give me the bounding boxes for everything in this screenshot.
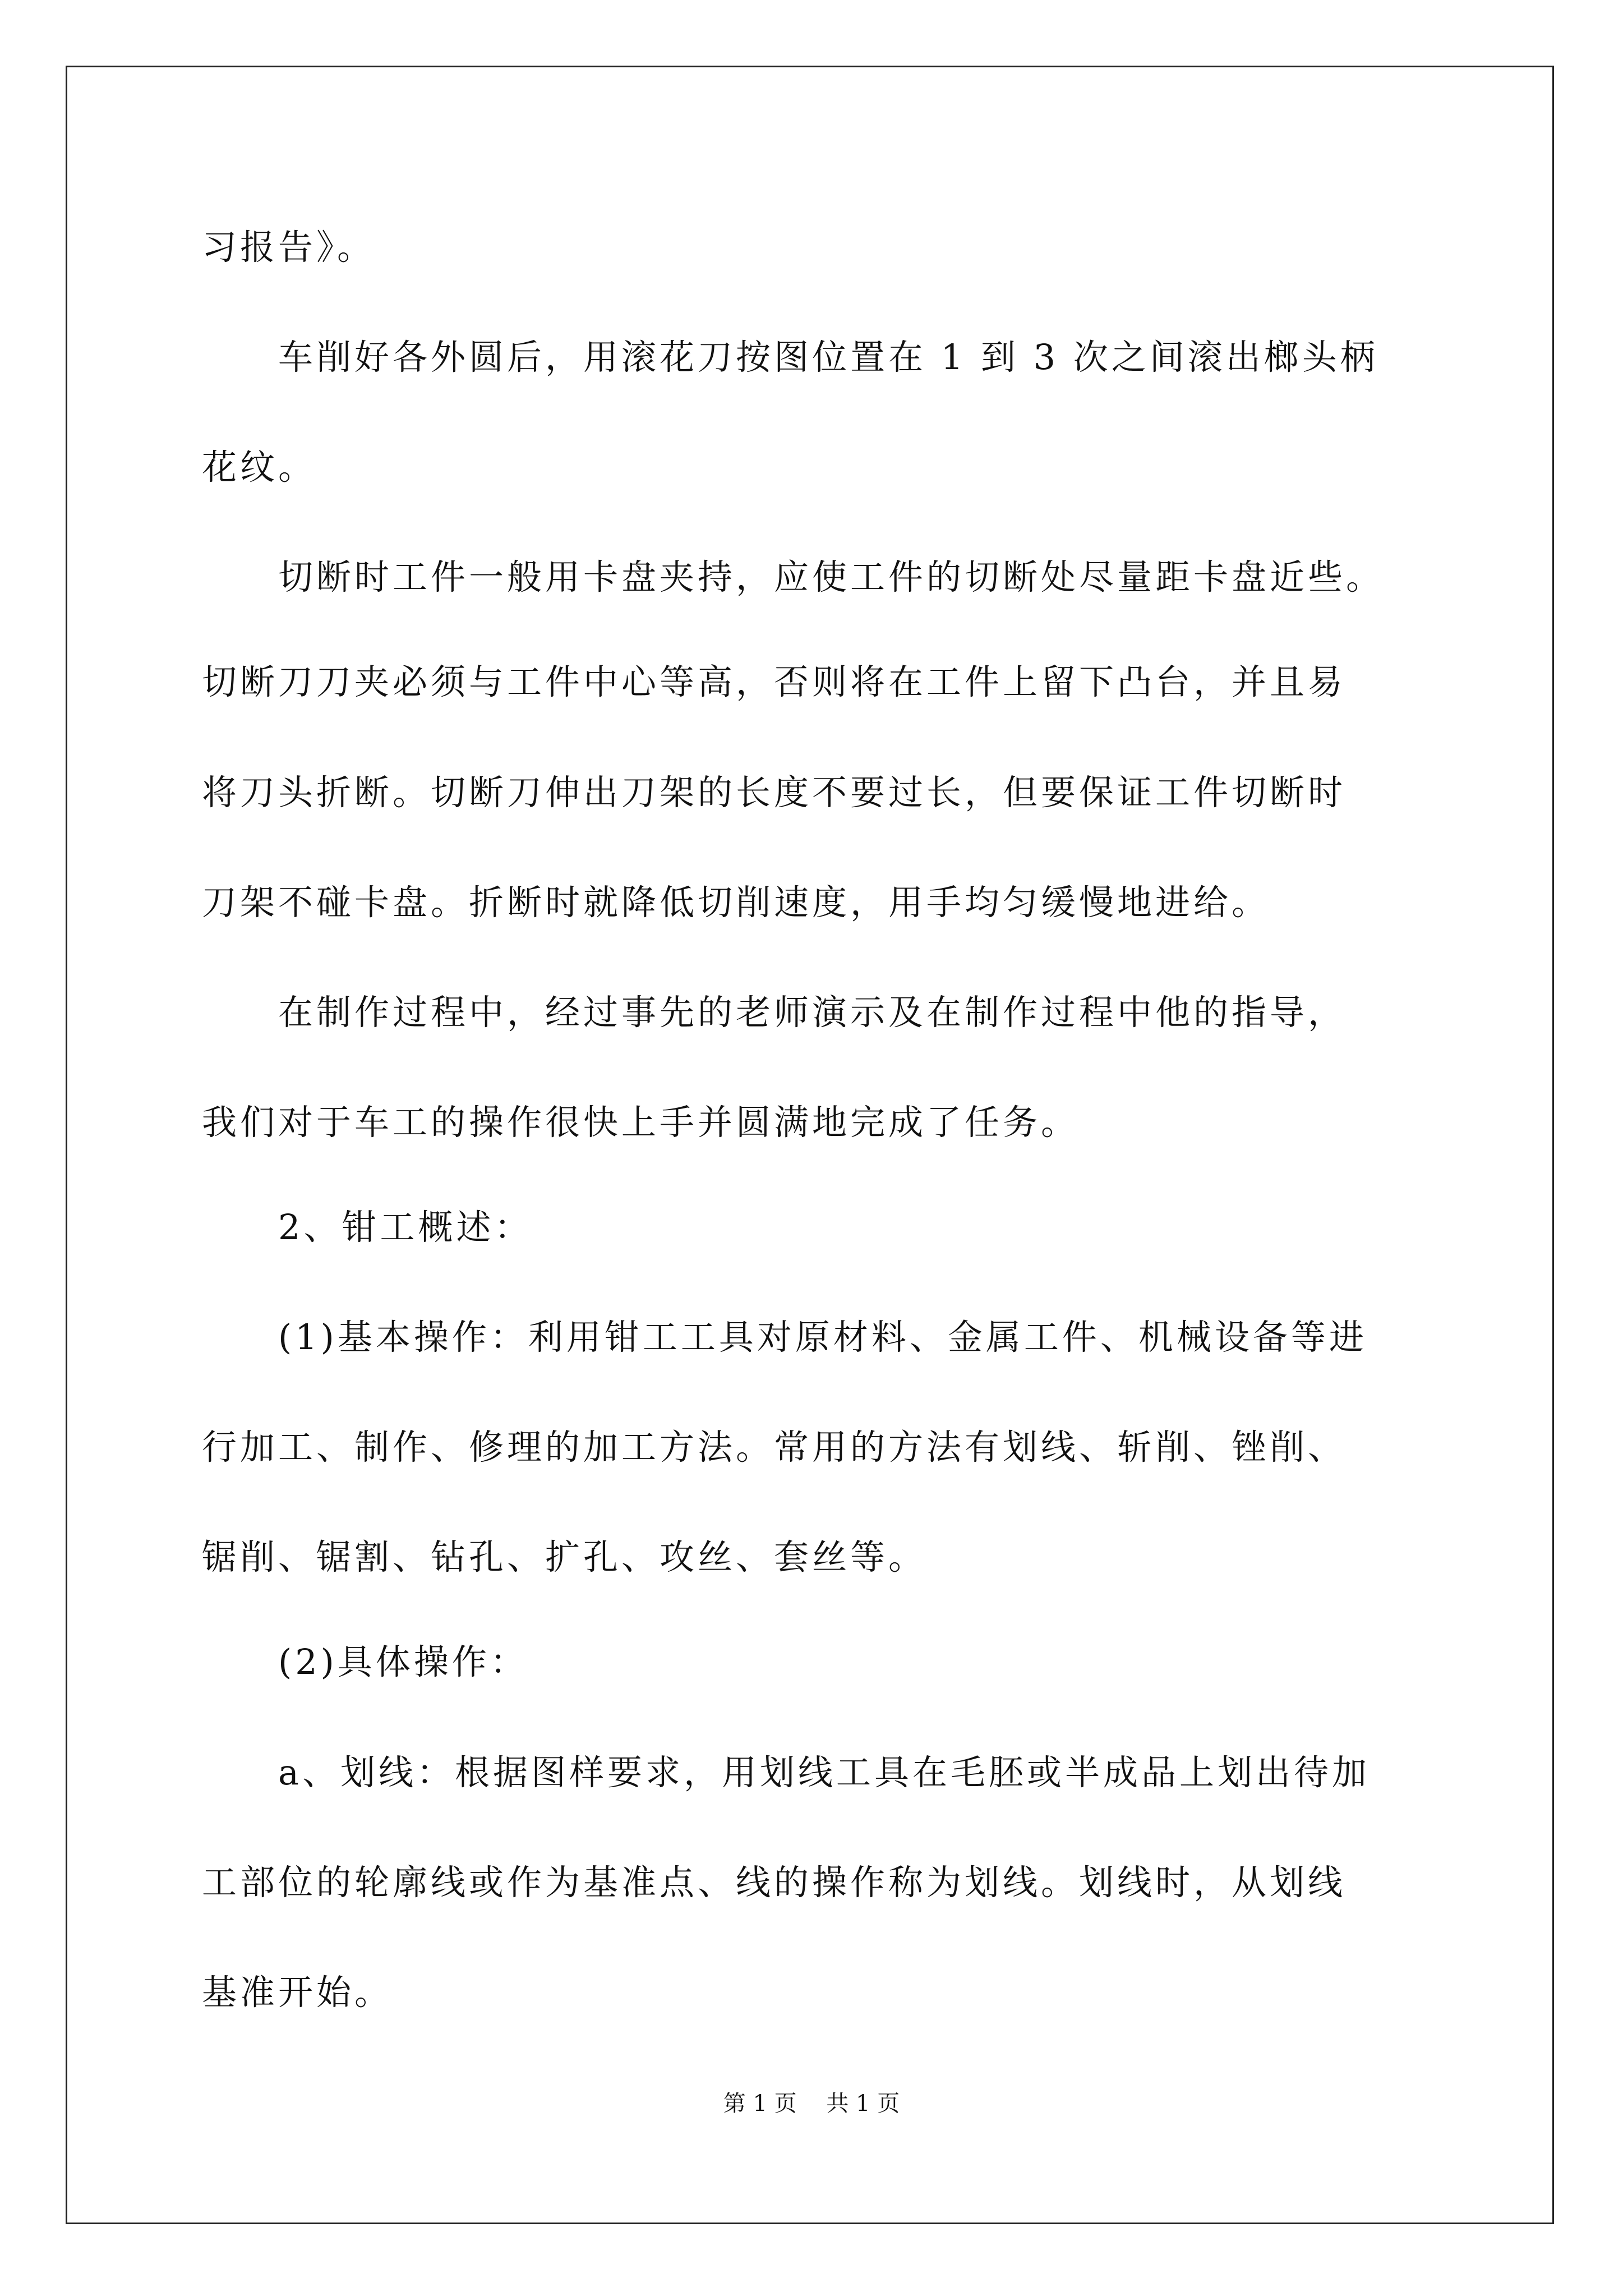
text-line: 工部位的轮廓线或作为基准点、线的操作称为划线。划线时，从划线 xyxy=(202,1862,1347,1903)
text-line: 锯削、锯割、钻孔、扩孔、攻丝、套丝等。 xyxy=(202,1536,927,1577)
text-line: 花纹。 xyxy=(202,447,317,487)
text-line: 将刀头折断。切断刀伸出刀架的长度不要过长，但要保证工件切断时 xyxy=(202,772,1347,813)
text-line: 切断时工件一般用卡盘夹持，应使工件的切断处尽量距卡盘近些。 xyxy=(278,556,1385,597)
text-line: 基准开始。 xyxy=(202,1972,393,2013)
text-line: (1)基本操作：利用钳工工具对原材料、金属工件、机械设备等进 xyxy=(278,1317,1367,1358)
text-line: 习报告》。 xyxy=(202,227,376,268)
text-line: 2、钳工概述： xyxy=(278,1207,533,1248)
text-line: 在制作过程中，经过事先的老师演示及在制作过程中他的指导， xyxy=(278,992,1347,1033)
text-line: 车削好各外圆后，用滚花刀按图位置在 1 到 3 次之间滚出榔头柄 xyxy=(278,337,1378,378)
text-line: 刀架不碰卡盘。折断时就降低切削速度，用手均匀缓慢地进给。 xyxy=(202,882,1270,923)
text-line: 我们对于车工的操作很快上手并圆满地完成了任务。 xyxy=(202,1102,1080,1143)
text-line: (2)具体操作： xyxy=(278,1641,528,1682)
page-number-footer: 第 1 页 共 1 页 xyxy=(723,2091,900,2116)
text-line: 切断刀刀夹必须与工件中心等高，否则将在工件上留下凸台，并且易 xyxy=(202,661,1347,702)
text-line: 行加工、制作、修理的加工方法。常用的方法有划线、斩削、锉削、 xyxy=(202,1427,1347,1467)
text-line: a、划线：根据图样要求，用划线工具在毛胚或半成品上划出待加 xyxy=(278,1752,1370,1793)
